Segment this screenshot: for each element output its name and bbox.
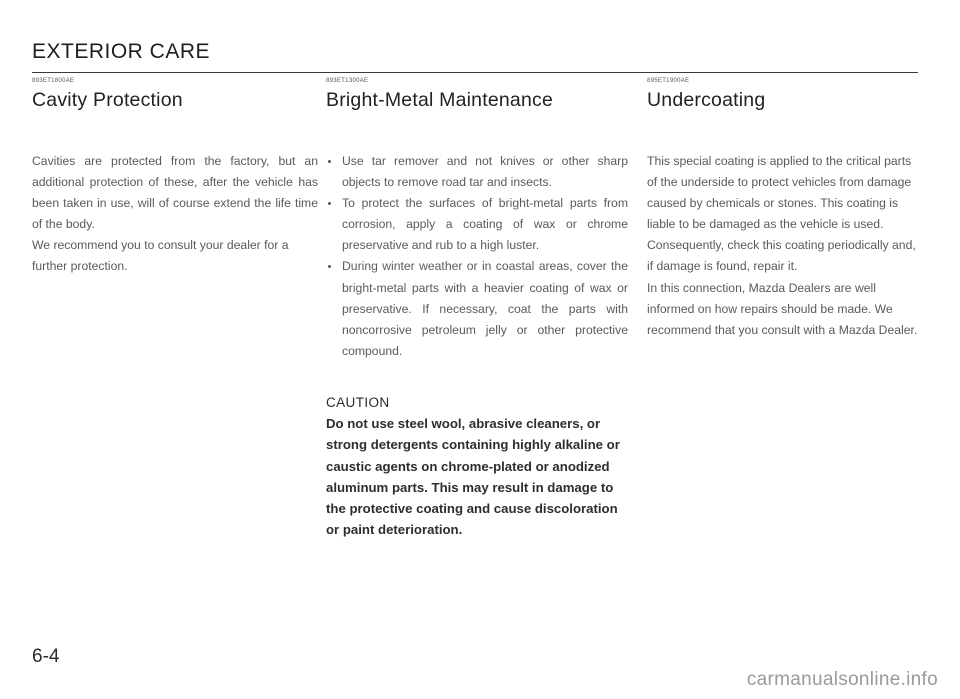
paragraph: This special coating is applied to the critical parts of the underside to protect vehicles from damage caused by chemicals or stones. This coating is liable to be damaged as the vehicle is used. Consequently, check this coating periodically and, if damage is found, repair it. (647, 154, 916, 274)
section-body (647, 151, 923, 341)
paragraph: In this connection, Mazda Dealers are well informed on how repairs should be made. We recommend that you consult with a Mazda Dealer. (647, 280, 918, 337)
header-divider (32, 72, 918, 73)
chapter-title: EXTERIOR CARE (32, 40, 211, 63)
caution-heading: CAUTION (326, 394, 390, 410)
caution-text: Do not use steel wool, abrasive cleaners, or strong detergents containing highly alkaline or caustic agents on chrome-plated or anodized aluminum parts. This may result in damage to the protective coating and cause discoloration or paint deterioration. (326, 415, 620, 538)
paragraph: Cavities are protected from the factory, but an additional protection of these, after the vehicle has been taken in use, will of course extend the life time of the body. (32, 154, 318, 232)
section-title: Bright-Metal Maintenance (326, 89, 553, 111)
section-cavity-protection (32, 78, 318, 278)
section-code: 893ET1300AE (326, 78, 369, 84)
section-bright-metal-maintenance (326, 78, 628, 541)
bullet-item: Use tar remover and not knives or other sharp objects to remove road tar and insects. (326, 151, 628, 193)
section-code: 895ET1900AE (647, 78, 690, 84)
section-title: Cavity Protection (32, 89, 183, 111)
paragraph: We recommend you to consult your dealer for a further protection. (32, 238, 289, 274)
bullet-item: During winter weather or in coastal areas, cover the bright-metal parts with a heavier coating of wax or preservative. If necessary, coat the parts with noncorrosive petroleum jelly or other protective compound. (326, 256, 628, 361)
watermark: carmanualsonline.info (746, 669, 938, 690)
bullet-item: To protect the surfaces of bright-metal parts from corrosion, apply a coating of wax or chrome preservative and rub to a high luster. (326, 193, 628, 256)
bullet-list (326, 151, 628, 362)
section-code: 893ET1800AE (32, 78, 75, 84)
section-undercoating (647, 78, 923, 341)
section-body (32, 151, 318, 278)
page-number: 6-4 (32, 646, 60, 667)
section-title: Undercoating (647, 89, 766, 111)
